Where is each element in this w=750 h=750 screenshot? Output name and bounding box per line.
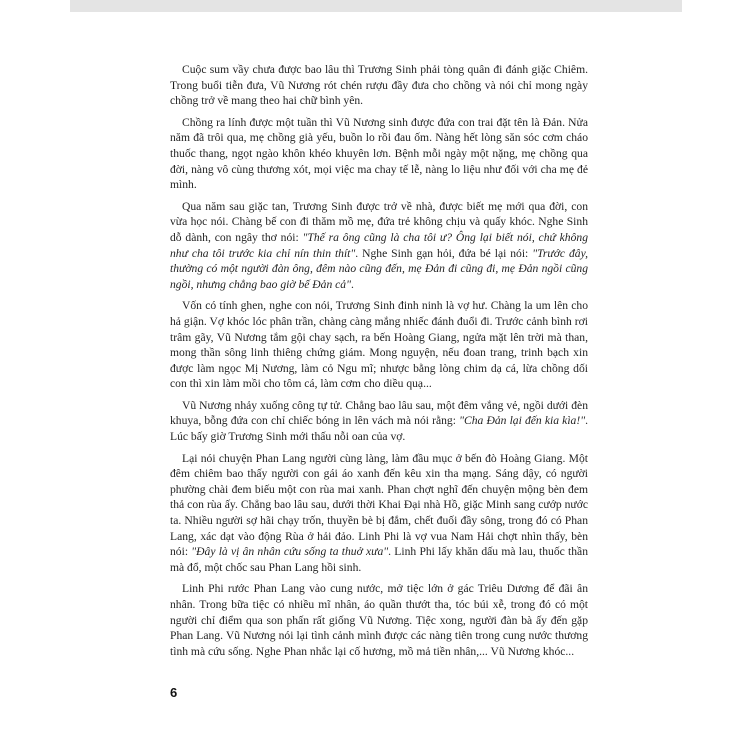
text-run: Lại nói chuyện Phan Lang người cùng làng, làm đầu mục ở bến đò Hoàng Giang. Một đêm chiêm bao thấy người con gái áo xanh đến kêu xin tha mạng. Sáng dậy, có người phường chài đem biếu một con rùa mai xanh. Phan chợt nghĩ đến chuyện mộng bèn đem thả con rùa ấy. Chẳng bao lâu sau, dưới thời Khai Đại nhà Hồ, giặc Minh sang cướp nước ta. Nhiều người sợ hãi chạy trốn, thuyền bè bị đắm, chết đuối đầy sông, trong đó có Phan Lang, xác dạt vào động Rùa ở hải đảo. Linh Phi là vợ vua Nam Hải chợt nhìn thấy, bèn nói: bbox=[170, 451, 588, 559]
text-run: . Linh Phi lấy khăn dấu mà lau, thuốc thần mà đổ, một chốc sau Phan Lang hồi sinh. bbox=[170, 545, 588, 574]
paragraph bbox=[170, 398, 588, 445]
paragraph bbox=[170, 115, 588, 193]
quoted-speech: "Thế ra ông cũng là cha tôi ư? Ông lại biết nói, chứ không như cha tôi trước kia chỉ nín thin thít" bbox=[170, 230, 588, 260]
paragraph bbox=[170, 62, 588, 109]
text-run: Cuộc sum vầy chưa được bao lâu thì Trương Sinh phải tòng quân đi đánh giặc Chiêm. Trong buổi tiễn đưa, Vũ Nương rót chén rượu đầy đưa cho chồng và nói chỉ mong ngày chồng trở về mang theo hai chữ bình yên. bbox=[170, 63, 588, 108]
text-run: Vốn có tính ghen, nghe con nói, Trương Sinh đinh ninh là vợ hư. Chàng la um lên cho hả giận. Vợ khóc lóc phân trần, chàng càng mắng nhiếc đánh đuổi đi. Trước cảnh bình rơi trâm gãy, Vũ Nương tắm gội chay sạch, ra bến Hoàng Giang, ngửa mặt lên trời mà than, mong thần sông linh thiêng chứng giám. Mong nguyện, nếu đoan trang, trinh bạch xin được làm ngọc Mị Nương, làm cỏ Ngu mĩ; nhược bằng lòng chim dạ cá, lừa chồng dối con thì xin làm mồi cho tôm cá, làm cơm cho diều quạ... bbox=[170, 299, 588, 391]
text-run: . Nghe Sinh gạn hỏi, đứa bé lại nói: bbox=[355, 246, 533, 260]
paragraph bbox=[170, 298, 588, 392]
paragraph bbox=[170, 581, 588, 659]
quoted-speech: "Cha Đản lại đến kia kìa!" bbox=[459, 414, 586, 428]
book-page-text bbox=[170, 62, 588, 665]
text-run: Qua năm sau giặc tan, Trương Sinh được trở về nhà, được biết mẹ mới qua đời, con vừa học nói. Chàng bế con đi thăm mồ mẹ, đứa trẻ không chịu và quấy khóc. Nghe Sinh dỗ dành, con ngây thơ nói: bbox=[170, 199, 588, 244]
text-run: . Lúc bấy giờ Trương Sinh mới thấu nỗi oan của vợ. bbox=[170, 414, 588, 444]
paragraph bbox=[170, 451, 588, 576]
paragraph bbox=[170, 199, 588, 293]
text-run: . bbox=[350, 277, 354, 291]
page-number: 6 bbox=[170, 685, 178, 700]
quoted-speech: "Trước đây, thường có một người đàn ông, đêm nào cũng đến, mẹ Đản đi cũng đi, mẹ Đản ngồi cũng ngồi, nhưng chẳng bao giờ bế Đản cả" bbox=[170, 246, 588, 291]
text-run: Vũ Nương nhảy xuống công tự tử. Chẳng bao lâu sau, một đêm vắng vẻ, ngồi dưới đèn khuya, bỗng đứa con chỉ chiếc bóng in lên vách mà nói rằng: bbox=[170, 398, 588, 428]
text-run: Chồng ra lính được một tuần thì Vũ Nương sinh được đứa con trai đặt tên là Đản. Nửa năm đã trôi qua, mẹ chồng già yếu, buồn lo rồi đau ốm. Nàng hết lòng săn sóc cơm cháo thuốc thang, ngọt ngào khôn khéo khuyên lơn. Bệnh mỗi ngày một nặng, mẹ chồng qua đời, nàng vô cùng thương xót, mọi việc ma chay tế lễ, nàng lo liệu như đối với cha mẹ đẻ mình. bbox=[170, 115, 588, 192]
top-edge-bar bbox=[70, 0, 682, 12]
text-run: Linh Phi rước Phan Lang vào cung nước, mở tiệc lớn ở gác Triêu Dương để đãi ân nhân. Trong bữa tiệc có nhiều mĩ nhân, áo quần thướt tha, tóc búi xễ, trong đó có một người chỉ điểm qua son phấn rất giống Vũ Nương. Tiệc xong, người đàn bà ấy đến gặp Phan Lang. Vũ Nương nói lại tình cảnh mình được các nàng tiên trong cung nước thương tình mà cứu sống. Nghe Phan nhắc lại cố hương, mồ mả tiền nhân,... Vũ Nương khóc... bbox=[170, 582, 588, 658]
quoted-speech: "Đây là vị ân nhân cứu sống ta thuở xưa" bbox=[191, 545, 389, 559]
